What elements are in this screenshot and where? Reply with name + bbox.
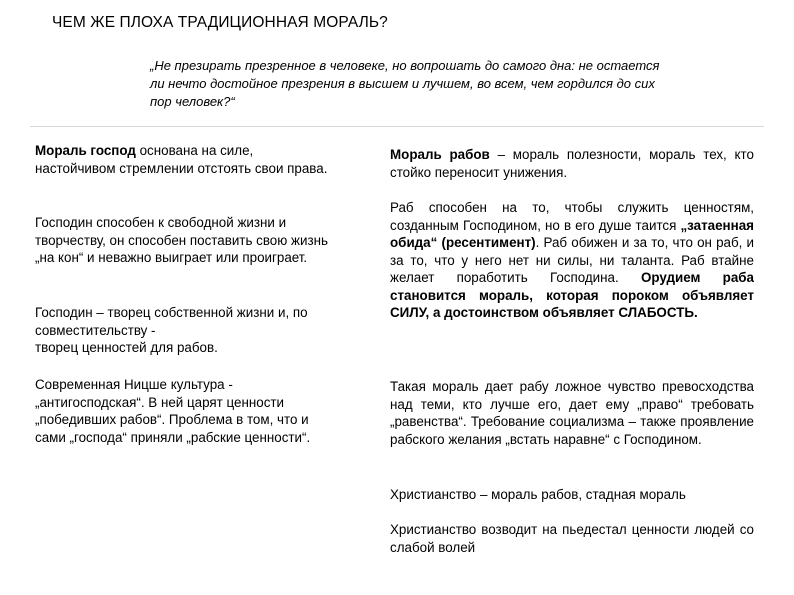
master-freedom-paragraph: Господин способен к свободной жизни и творчеству, он способен поставить свою жизнь „на кон“ и неважно выиграет или проиграет. xyxy=(35,215,328,265)
master-creator-line-1: Господин – творец собственной жизни и, по совместительству - xyxy=(35,305,308,338)
master-creator-line-2: творец ценностей для рабов. xyxy=(35,340,218,355)
ressentiment-term: „затаенная обида“ (ресентимент) xyxy=(390,217,754,250)
divider xyxy=(30,126,764,127)
christianity-definition: Христианство – мораль рабов, стадная мораль xyxy=(390,487,686,502)
slave-morality-text: – мораль полезности, мораль тех, кто стойко переносит унижения. xyxy=(390,147,754,180)
slave-weapon-statement: Орудием раба становится мораль, которая пороком объявляет СИЛУ, а достоинством объявляет СЛАБОСТЬ. xyxy=(390,270,754,320)
slave-morality-paragraph xyxy=(390,146,754,181)
slide-title: ЧЕМ ЖЕ ПЛОХА ТРАДИЦИОННАЯ МОРАЛЬ? xyxy=(52,14,388,31)
master-morality-paragraph xyxy=(35,142,335,177)
master-creator-paragraph xyxy=(35,304,335,357)
modern-culture-paragraph: Современная Ницше культура - „антигосподская“. В ней царят ценности „победивших рабов“. Проблема в том, что и сами „господа“ приняли „рабские ценности“. xyxy=(35,377,311,445)
ressentiment-text-a: Раб способен на то, чтобы служить ценностям, созданным Господином, но в его душе таится xyxy=(390,200,754,233)
slave-morality-term: Мораль рабов xyxy=(390,147,490,162)
false-superiority-paragraph: Такая мораль дает рабу ложное чувство превосходства над теми, кто лучше его, дает ему „право“ требовать „равенства“. Требование социализма – также проявление рабского желания „встать наравне“ с Господином. xyxy=(390,379,754,447)
epigraph-quote: „Не презирать презренное в человеке, но вопрошать до самого дна: не остается ли нечто достойное презрения в высшем и лучшем, во всем, чем гордился до сих пор человек?“ xyxy=(150,58,660,109)
ressentiment-paragraph xyxy=(390,199,754,322)
master-morality-term: Мораль господ xyxy=(35,143,136,158)
master-morality-text: основана на силе, настойчивом стремлении отстоять свои права. xyxy=(35,143,328,176)
christianity-values: Христианство возводит на пьедестал ценности людей со слабой волей xyxy=(390,522,754,555)
ressentiment-text-c: . Раб обижен и за то, что он раб, и за то, что у него нет ни силы, ни таланта. Раб втайне желает поработить Господина. xyxy=(390,235,754,285)
